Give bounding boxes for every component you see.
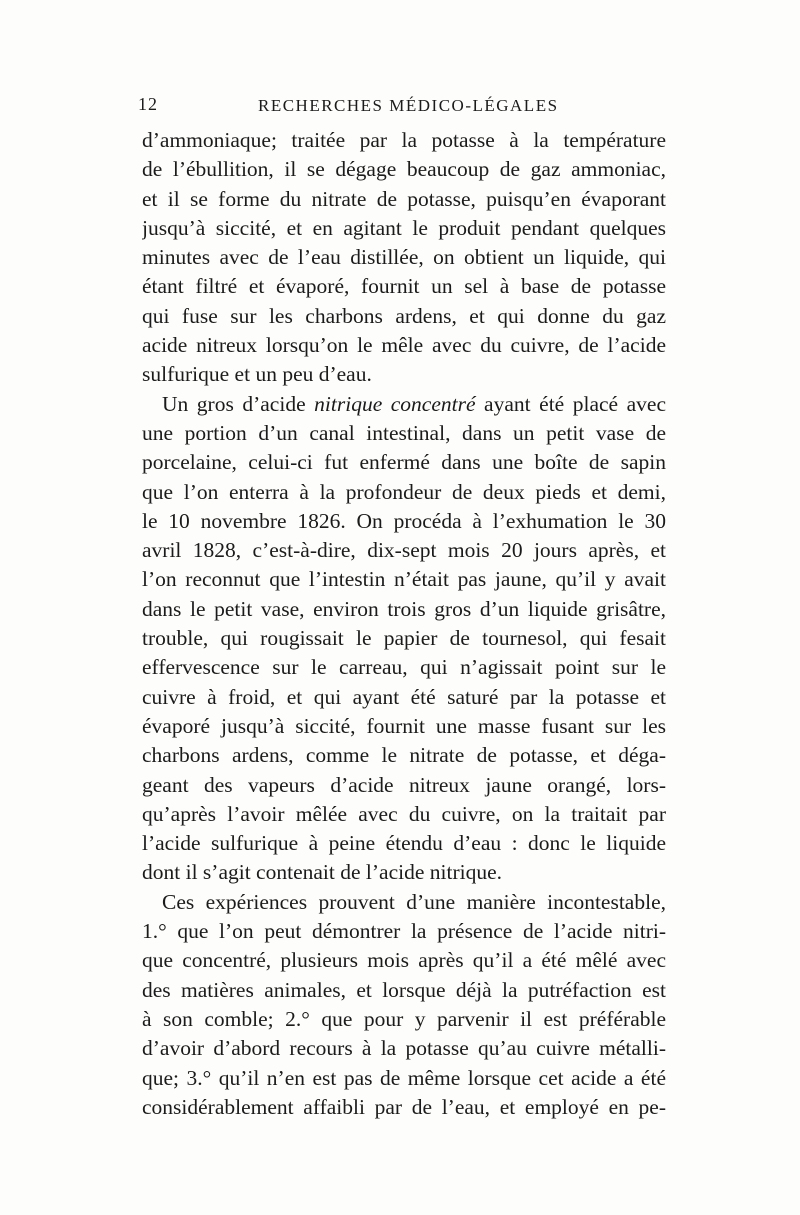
text-line: porcelaine, celui-ci fut enfermé dans une boîte de sapin [142,450,666,475]
text-line: l’acide sulfurique à peine étendu d’eau : donc le liquide [142,831,666,856]
text-line: le 10 novembre 1826. On procéda à l’exhumation le 30 [142,508,666,533]
text-run: Un gros d’acide [162,391,315,416]
text-line: d’avoir d’abord recours à la potasse qu’au cuivre métalli- [142,1036,666,1061]
body-text [142,126,666,1122]
running-title: RECHERCHES MÉDICO-LÉGALES [258,96,559,115]
text-line: 1.° que l’on peut démontrer la présence de l’acide nitri- [142,919,666,944]
text-line: qu’après l’avoir mêlée avec du cuivre, on la traitait par [142,801,666,826]
text-line: cuivre à froid, et qui ayant été saturé par la potasse et [142,684,666,709]
text-line: trouble, qui rougissait le papier de tournesol, qui fesait [142,626,666,651]
text-line: une portion d’un canal intestinal, dans un petit vase de [142,420,666,445]
text-line: minutes avec de l’eau distillée, on obtient un liquide, qui [142,245,666,270]
text-line: l’on reconnut que l’intestin n’était pas jaune, qu’il y avait [142,567,666,592]
text-line: étant filtré et évaporé, fournit un sel à base de potasse [142,274,666,299]
paragraph-first-line: Ces expériences prouvent d’une manière incontestable, [162,889,666,914]
page-number: 12 [138,94,158,114]
text-line: que l’on enterra à la profondeur de deux pieds et demi, [142,479,666,504]
text-line: considérablement affaibli par de l’eau, et employé en pe- [142,1094,666,1119]
text-line: et il se forme du nitrate de potasse, puisqu’en évaporant [142,186,666,211]
paragraph-first-line [142,390,666,419]
italic-text: nitrique concentré [314,391,476,416]
text-line: acide nitreux lorsqu’on le mêle avec du cuivre, de l’acide [142,333,666,358]
text-line: d’ammoniaque; traitée par la potasse à la température [142,128,666,152]
text-line: geant des vapeurs d’acide nitreux jaune orangé, lors- [142,772,666,797]
text-line: que; 3.° qu’il n’en est pas de même lorsque cet acide a été [142,1065,666,1090]
text-line: de l’ébullition, il se dégage beaucoup de gaz ammoniac, [142,157,666,182]
text-line: jusqu’à siccité, et en agitant le produit pendant quelques [142,215,666,240]
text-line: qui fuse sur les charbons ardens, et qui donne du gaz [142,303,666,328]
text-line: à son comble; 2.° que pour y parvenir il est préférable [142,1006,666,1031]
text-line: avril 1828, c’est-à-dire, dix-sept mois 20 jours après, et [142,538,666,563]
text-line: que concentré, plusieurs mois après qu’il a été mêlé avec [142,948,666,973]
text-line: dont il s’agit contenait de l’acide nitrique. [142,860,503,885]
text-line: sulfurique et un peu d’eau. [142,362,372,387]
text-line: effervescence sur le carreau, qui n’agissait point sur le [142,655,666,680]
text-run: ayant été placé avec [475,391,666,416]
page-header [138,94,666,124]
text-line: évaporé jusqu’à siccité, fournit une masse fusant sur les [142,713,666,738]
text-line: des matières animales, et lorsque déjà la putréfaction est [142,977,666,1002]
text-line: charbons ardens, comme le nitrate de potasse, et déga- [142,743,666,768]
text-line: dans le petit vase, environ trois gros d’un liquide grisâtre, [142,596,666,621]
